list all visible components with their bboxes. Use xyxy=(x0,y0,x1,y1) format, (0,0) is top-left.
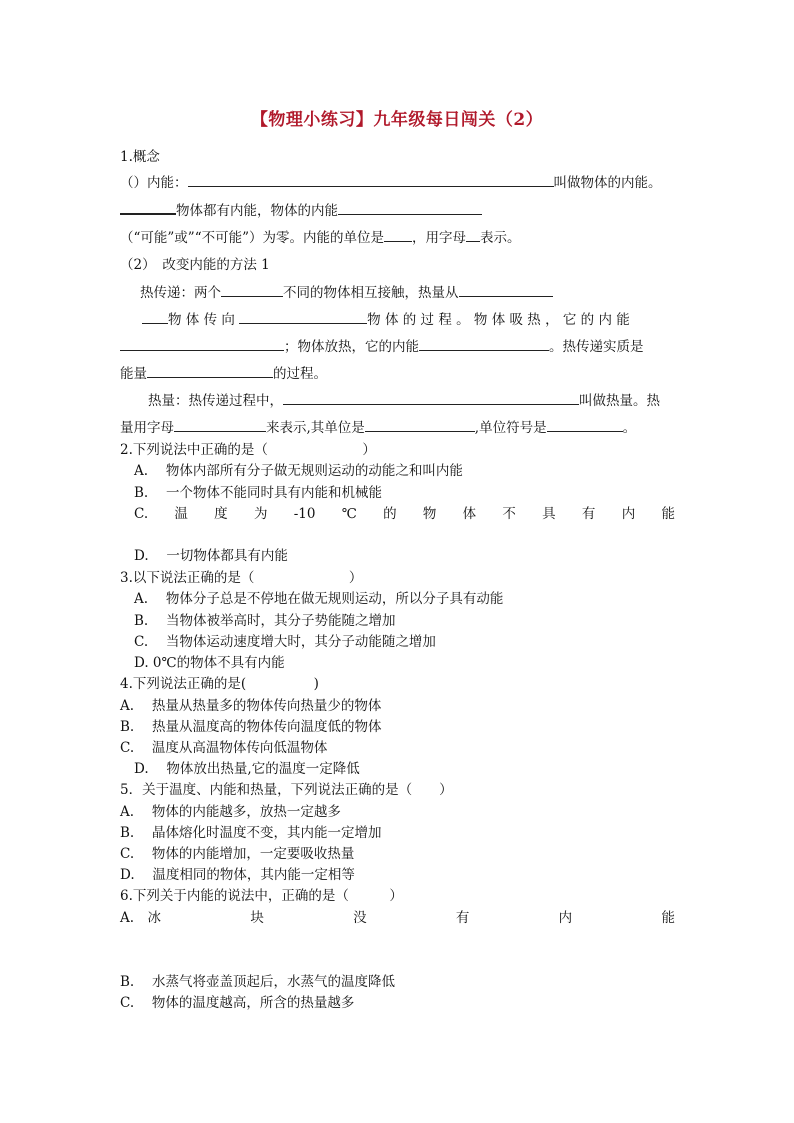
fill-blank[interactable] xyxy=(419,338,549,351)
option-word: 物 xyxy=(422,506,437,522)
option-word: 不 xyxy=(502,506,516,522)
option-word: 为 xyxy=(253,506,268,522)
q5-stem: 5．关于温度、内能和热量，下列说法正确的是（ ） xyxy=(120,782,453,798)
q4-stem: 4.下列说法正确的是( ) xyxy=(120,676,319,692)
q3-option-c: C. 当物体运动速度增大时，其分子动能随之增加 xyxy=(134,634,436,650)
q6-stem: 6.下列关于内能的说法中，正确的是（ ） xyxy=(120,888,403,904)
option-word: -10 xyxy=(293,506,316,522)
q1-internal-energy-line xyxy=(120,174,662,192)
q1-text: 物 体 的 过 程 。 物 体 吸 热 ， 它 的 内 能 xyxy=(367,312,630,328)
q1-all-objects-line xyxy=(120,201,482,220)
option-word: 没 xyxy=(353,910,367,926)
q1-text: 热量：热传递过程中， xyxy=(148,393,283,409)
option-word: C. xyxy=(134,506,149,522)
q1-energy-line xyxy=(120,365,327,383)
fill-blank[interactable] xyxy=(221,284,283,297)
q3-stem: 3.以下说法正确的是（ ） xyxy=(120,570,363,586)
q2-option-b: B. 一个物体不能同时具有内能和机械能 xyxy=(134,485,383,501)
q1-text: 物体都有内能，物体的内能 xyxy=(176,203,338,219)
option-word: 有 xyxy=(455,910,470,926)
q1-heat-transfer-line xyxy=(140,284,553,302)
option-word: 块 xyxy=(250,910,264,926)
fill-blank[interactable] xyxy=(147,365,273,378)
fill-blank[interactable] xyxy=(120,201,176,215)
option-word: 内 xyxy=(558,910,573,926)
fill-blank[interactable] xyxy=(338,202,482,215)
q1-symbol-line xyxy=(120,419,636,437)
q1-text: （“可能”或”“不可能”）为零。内能的单位是 xyxy=(120,230,385,246)
option-word: 温 xyxy=(174,506,188,522)
q4-option-b: B. 热量从温度高的物体传向温度低的物体 xyxy=(120,719,382,735)
q5-option-d: D. 温度相同的物体，其内能一定相等 xyxy=(120,867,355,883)
fill-blank[interactable] xyxy=(384,229,412,242)
option-word: 能 xyxy=(661,910,675,926)
q1-heat-definition-line xyxy=(148,392,660,410)
q1-text: ，用字母 xyxy=(412,230,467,246)
q2-stem: 2.下列说法中正确的是（ ） xyxy=(120,442,376,458)
option-word: 度 xyxy=(214,506,228,522)
q1-text: 热传递：两个 xyxy=(140,285,221,301)
q5-option-c: C. 物体的内能增加，一定要吸收热量 xyxy=(120,846,355,862)
q1-text: 表示。 xyxy=(480,230,521,246)
q3-option-b: B. 当物体被举高时，其分子势能随之增加 xyxy=(134,613,396,629)
q1-unit-line xyxy=(120,229,521,247)
q1-text: 。热传递实质是 xyxy=(549,339,644,355)
q1-release-line xyxy=(120,338,644,356)
fill-blank[interactable] xyxy=(239,311,367,324)
option-word: 内 xyxy=(621,506,636,522)
option-word: 具 xyxy=(542,506,556,522)
q1-text: 叫做物体的内能。 xyxy=(553,175,662,191)
option-word: ℃ xyxy=(341,506,357,522)
fill-blank[interactable] xyxy=(365,419,475,432)
fill-blank[interactable] xyxy=(283,392,579,405)
fill-blank[interactable] xyxy=(120,338,284,351)
fill-blank[interactable] xyxy=(466,229,480,242)
q1-text: ；物体放热，它的内能 xyxy=(284,339,419,355)
option-word: A. 冰 xyxy=(120,910,162,926)
q1-text: 物 体 传 向 xyxy=(168,312,235,328)
q6-option-c: C. 物体的温度越高，所含的热量越多 xyxy=(120,995,355,1011)
option-word: 有 xyxy=(581,506,596,522)
q5-option-b: B. 晶体熔化时温度不变，其内能一定增加 xyxy=(120,825,382,841)
q1-text: ,单位符号是 xyxy=(474,420,547,436)
fill-blank[interactable] xyxy=(188,174,554,187)
q4-option-c: C. 温度从高温物体传向低温物体 xyxy=(120,740,328,756)
page-title: 【物理小练习】九年级每日闯关（2） xyxy=(250,110,544,130)
q6-option-b: B. 水蒸气将壶盖顶起后，水蒸气的温度降低 xyxy=(120,974,396,990)
q1-direction-line xyxy=(142,311,630,329)
q1-text: 叫做热量。热 xyxy=(579,393,660,409)
q1-text: （）内能： xyxy=(120,175,188,191)
q2-option-a: A. 物体内部所有分子做无规则运动的动能之和叫内能 xyxy=(134,463,463,479)
q4-option-d: D. 物体放出热量,它的温度一定降低 xyxy=(134,761,360,777)
q1-text: 量用字母 xyxy=(120,420,174,436)
q3-option-d: D. 0℃的物体不具有内能 xyxy=(134,655,285,671)
q4-option-a: A. 热量从热量多的物体传向热量少的物体 xyxy=(120,698,382,714)
q2-option-c xyxy=(134,505,675,523)
fill-blank[interactable] xyxy=(547,419,623,432)
q1-text: 的过程。 xyxy=(273,366,327,382)
q1-text: 能量 xyxy=(120,366,147,382)
fill-blank[interactable] xyxy=(459,284,553,297)
q5-option-a: A. 物体的内能越多，放热一定越多 xyxy=(120,804,341,820)
q1-text: 来表示,其单位是 xyxy=(266,420,365,436)
option-word: 能 xyxy=(661,506,675,522)
option-word: 的 xyxy=(383,506,397,522)
q1-heading: 1.概念 xyxy=(120,149,160,165)
q3-option-a: A. 物体分子总是不停地在做无规则运动，所以分子具有动能 xyxy=(134,591,504,607)
fill-blank[interactable] xyxy=(142,311,168,324)
q1-text: 。 xyxy=(622,420,637,436)
q6-option-a xyxy=(120,909,675,927)
option-word: 体 xyxy=(462,506,477,522)
fill-blank[interactable] xyxy=(174,419,266,432)
q1-text: 不同的物体相互接触，热量从 xyxy=(283,285,459,301)
q1-method-heading: （2） 改变内能的方法 1 xyxy=(120,257,270,273)
q2-option-d: D. 一切物体都具有内能 xyxy=(134,548,288,564)
